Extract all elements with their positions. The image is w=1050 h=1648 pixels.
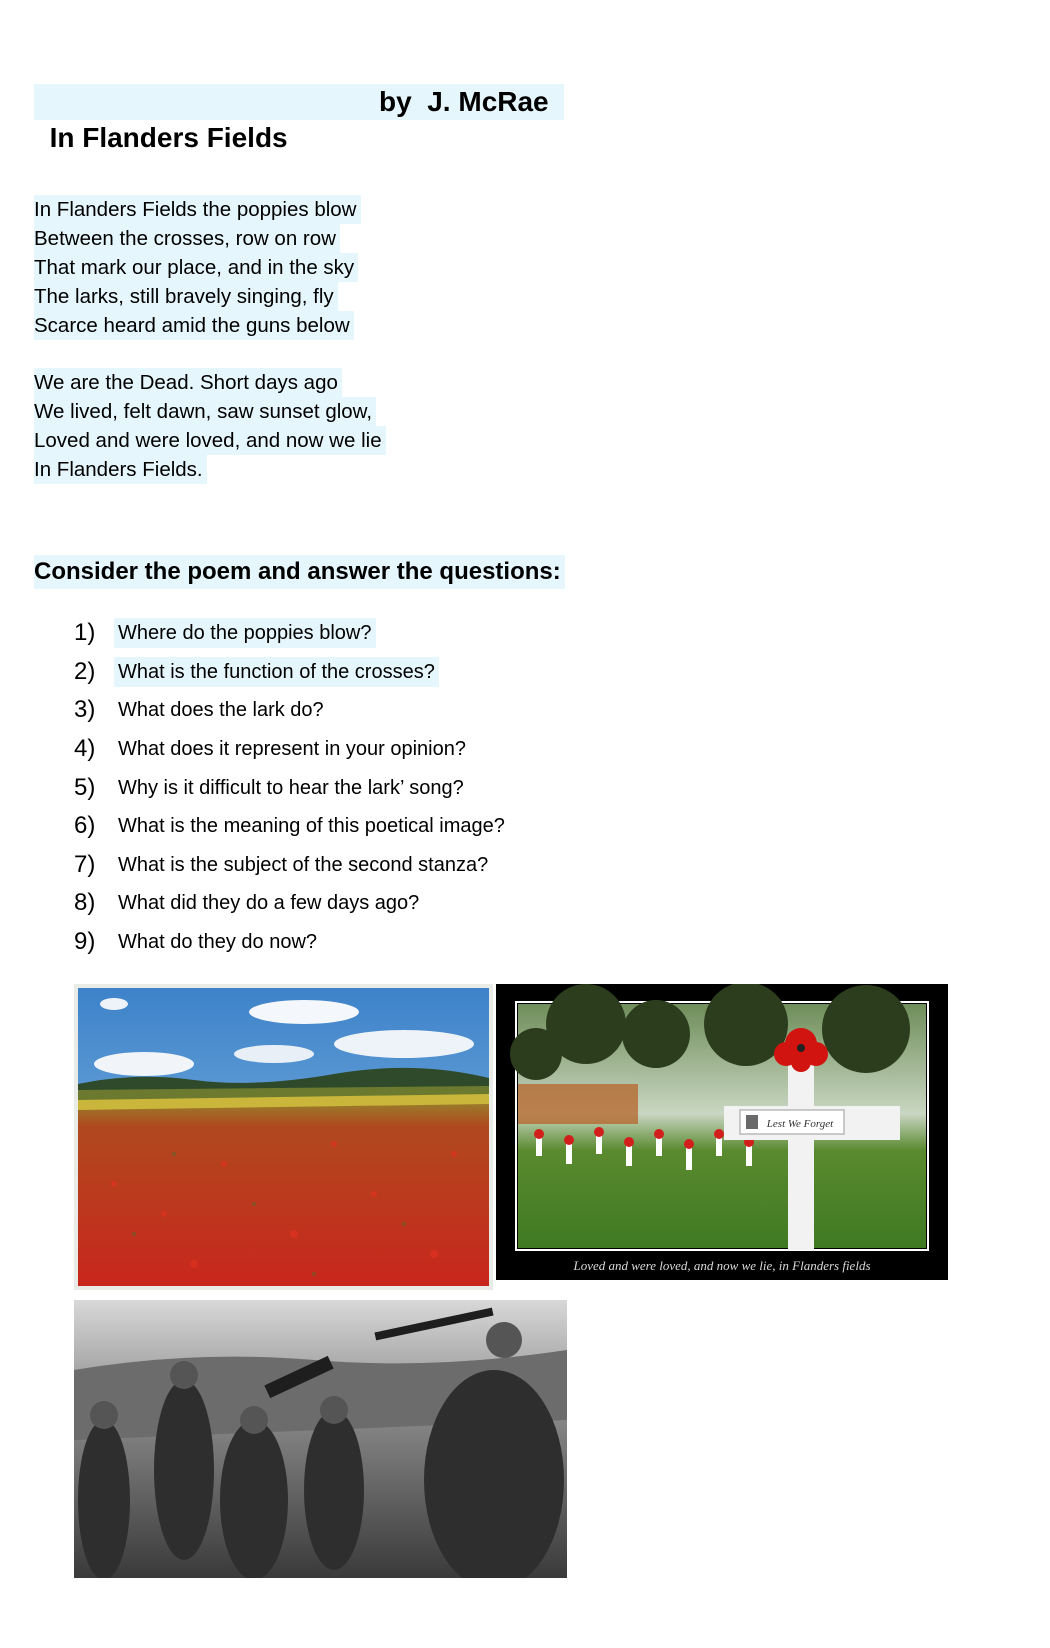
question-item bbox=[74, 846, 509, 885]
trench-soldiers-photo bbox=[74, 1300, 567, 1578]
poem-line: We are the Dead. Short days ago bbox=[34, 368, 342, 397]
poem-line: Scarce heard amid the guns below bbox=[34, 311, 354, 340]
poem-line: Between the crosses, row on row bbox=[34, 224, 340, 253]
question-item bbox=[74, 730, 509, 769]
question-item bbox=[74, 691, 509, 730]
instructions-heading: Consider the poem and answer the questions: bbox=[34, 555, 565, 589]
question-number: 8) bbox=[74, 889, 96, 917]
poem-line: We lived, felt dawn, saw sunset glow, bbox=[34, 397, 376, 426]
poem-line: In Flanders Fields. bbox=[34, 455, 207, 484]
poem-title: In Flanders Fields bbox=[49, 122, 288, 153]
question-item bbox=[74, 884, 509, 923]
question-item bbox=[74, 653, 509, 692]
poem-line: The larks, still bravely singing, fly bbox=[34, 282, 338, 311]
question-text: What is the function of the crosses? bbox=[114, 657, 439, 687]
question-item bbox=[74, 807, 509, 846]
question-text: What does it represent in your opinion? bbox=[118, 738, 466, 761]
poem-stanza-1 bbox=[34, 195, 361, 340]
poem-line: In Flanders Fields the poppies blow bbox=[34, 195, 361, 224]
poem-author: by J. McRae bbox=[379, 86, 549, 117]
poem-line: That mark our place, and in the sky bbox=[34, 253, 358, 282]
question-text: Where do the poppies blow? bbox=[114, 618, 376, 648]
poem-line: Loved and were loved, and now we lie bbox=[34, 426, 386, 455]
question-number: 2) bbox=[74, 657, 96, 685]
question-number: 4) bbox=[74, 735, 96, 763]
question-number: 1) bbox=[74, 619, 96, 647]
question-text: What is the meaning of this poetical image? bbox=[118, 815, 505, 838]
poem-stanza-2 bbox=[34, 368, 386, 484]
memorial-caption: Loved and were loved, and now we lie, in Flanders fields bbox=[573, 1258, 871, 1273]
question-list bbox=[74, 614, 509, 961]
question-text: What do they do now? bbox=[118, 931, 318, 954]
question-text: What does the lark do? bbox=[118, 699, 324, 722]
question-item bbox=[74, 614, 509, 653]
question-number: 9) bbox=[74, 928, 96, 956]
question-text: What is the subject of the second stanza? bbox=[118, 853, 489, 876]
question-number: 5) bbox=[74, 773, 96, 801]
question-item bbox=[74, 768, 509, 807]
question-text: What did they do a few days ago? bbox=[118, 892, 420, 915]
memorial-crosses-photo bbox=[496, 984, 948, 1280]
memorial-sign-text: Lest We Forget bbox=[766, 1118, 834, 1130]
question-number: 3) bbox=[74, 696, 96, 724]
worksheet-title bbox=[34, 84, 564, 153]
poppy-field-photo bbox=[74, 984, 493, 1290]
question-number: 6) bbox=[74, 812, 96, 840]
question-text: Why is it difficult to hear the lark’ song? bbox=[118, 776, 464, 799]
question-number: 7) bbox=[74, 850, 96, 878]
question-item bbox=[74, 923, 509, 962]
